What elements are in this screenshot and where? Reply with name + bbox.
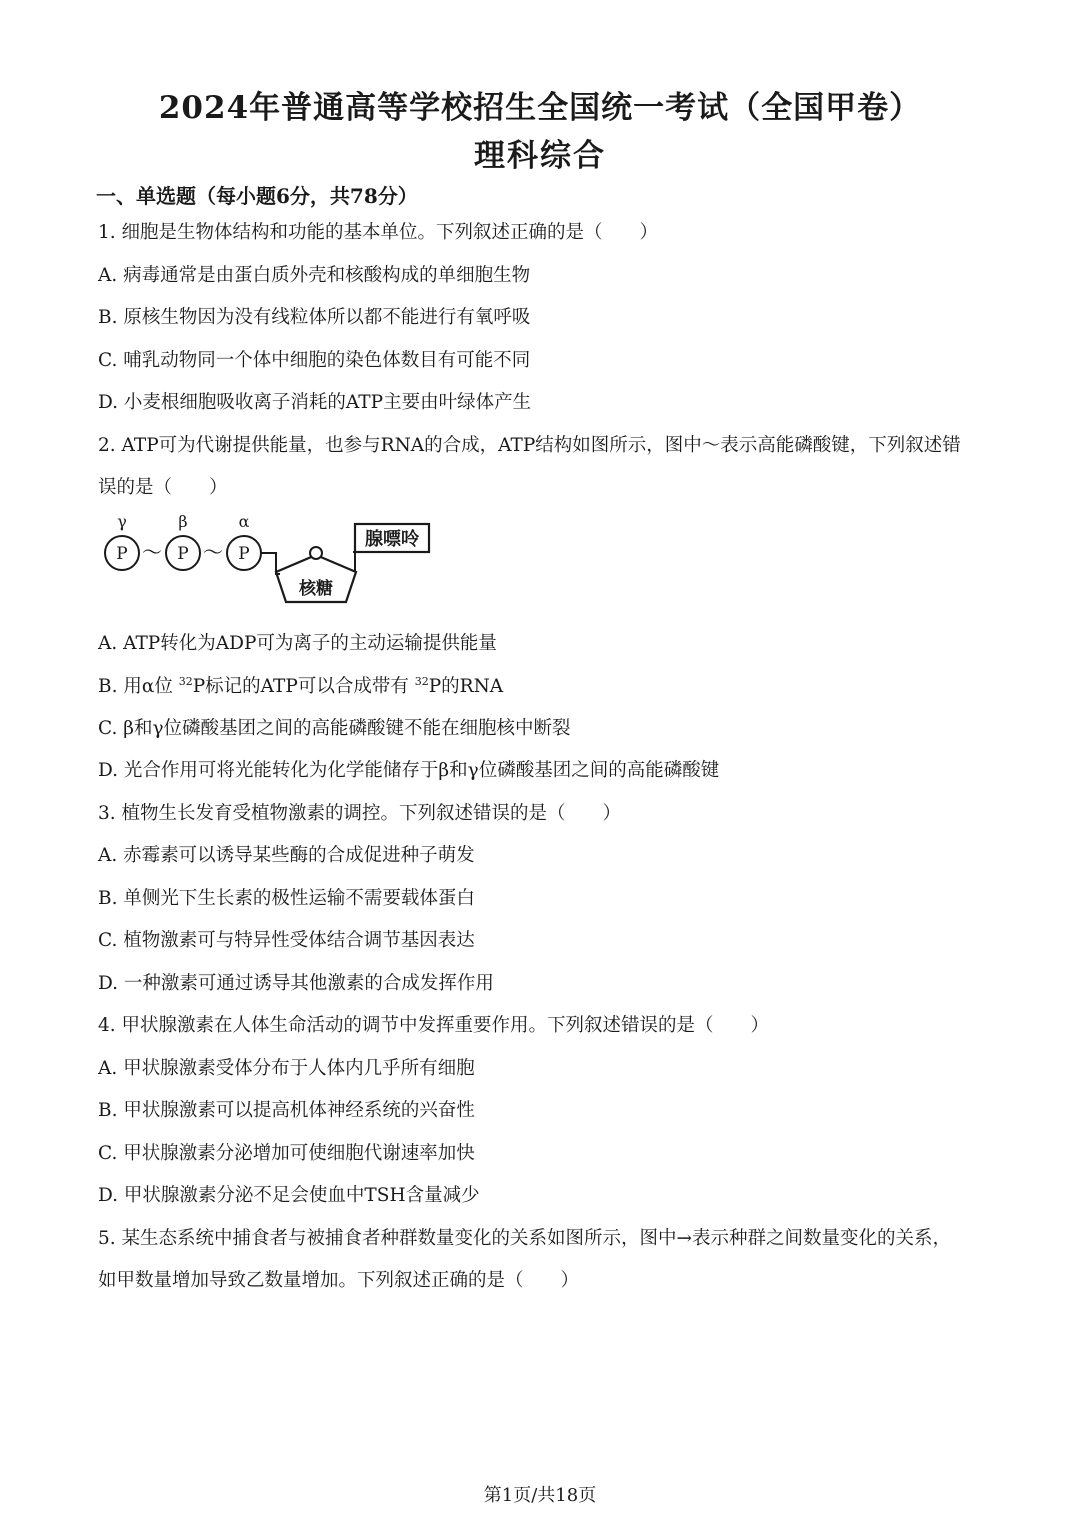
high-energy-bond-1: ～ [142,540,162,564]
q4-option-a: A. 甲状腺激素受体分布于人体内几乎所有细胞 [98,1058,475,1079]
q1-option-b: B. 原核生物因为没有线粒体所以都不能进行有氧呼吸 [98,307,531,328]
q4-option-c: C. 甲状腺激素分泌增加可使细胞代谢速率加快 [98,1143,475,1164]
q1-option-c: C. 哺乳动物同一个体中细胞的染色体数目有可能不同 [98,350,531,371]
isotope-mass-number: 32 [414,675,429,688]
exam-title: 2024年普通高等学校招生全国统一考试（全国甲卷） [158,90,922,126]
ring-oxygen-circle [310,547,322,559]
ribose-label: 核糖 [299,579,333,599]
phosphate-alpha-label: P [238,544,250,564]
phosphate-gamma-label: P [116,544,128,564]
q2-option-a: A. ATP转化为ADP可为离子的主动运输提供能量 [98,633,497,654]
q5-stem-line2: 如甲数量增加导致乙数量增加。下列叙述正确的是（ ） [98,1270,580,1291]
beta-label: β [178,512,188,531]
q3-stem: 3. 植物生长发育受植物激素的调控。下列叙述错误的是（ ） [98,803,622,824]
q3-option-c: C. 植物激素可与特异性受体结合调节基因表达 [98,930,475,951]
q2-option-d: D. 光合作用可将光能转化为化学能储存于β和γ位磷酸基团之间的高能磷酸键 [98,760,720,781]
q1-option-d: D. 小麦根细胞吸收离子消耗的ATP主要由叶绿体产生 [98,392,532,413]
q4-stem: 4. 甲状腺激素在人体生命活动的调节中发挥重要作用。下列叙述错误的是（ ） [98,1015,770,1036]
q3-option-d: D. 一种激素可通过诱导其他激素的合成发挥作用 [98,973,494,994]
q4-option-d: D. 甲状腺激素分泌不足会使血中TSH含量减少 [98,1185,480,1206]
isotope-mass-number: 32 [178,675,193,688]
phosphate-beta-label: P [177,544,189,564]
gamma-label: γ [117,512,127,531]
q1-stem: 1. 细胞是生物体结构和功能的基本单位。下列叙述正确的是（ ） [98,222,659,243]
q2-option-c: C. β和γ位磷酸基团之间的高能磷酸键不能在细胞核中断裂 [98,718,571,739]
q1-option-a: A. 病毒通常是由蛋白质外壳和核酸构成的单细胞生物 [98,265,531,286]
adenine-label: 腺嘌呤 [365,529,419,550]
ribose-adenine-connector [353,552,355,572]
q3-option-a: A. 赤霉素可以诱导某些酶的合成促进种子萌发 [98,845,475,866]
section-heading: 一、单选题（每小题6分，共78分） [96,184,418,208]
q2-stem-line2: 误的是（ ） [98,477,228,498]
q3-option-b: B. 单侧光下生长素的极性运输不需要载体蛋白 [98,888,475,909]
q2-option-b-mid: P标记的ATP可以合成带有 [192,676,415,697]
q2-option-b-prefix: B. 用α位 [98,676,179,697]
q4-option-b: B. 甲状腺激素可以提高机体神经系统的兴奋性 [98,1100,475,1121]
alpha-label: α [238,512,250,531]
q2-option-b [98,672,503,698]
q2-stem-line1: 2. ATP可为代谢提供能量，也参与RNA的合成，ATP结构如图所示，图中～表示高能磷酸键，下列叙述错 [98,435,961,456]
q2-option-b-suffix: P的RNA [428,676,504,697]
page-number: 第1页/共18页 [483,1485,597,1506]
atp-structure-figure [96,512,436,612]
q5-stem-line1: 5. 某生态系统中捕食者与被捕食者种群数量变化的关系如图所示，图中→表示种群之间数量变化的关系， [98,1228,952,1249]
high-energy-bond-2: ～ [203,540,223,564]
exam-subject: 理科综合 [474,138,606,174]
